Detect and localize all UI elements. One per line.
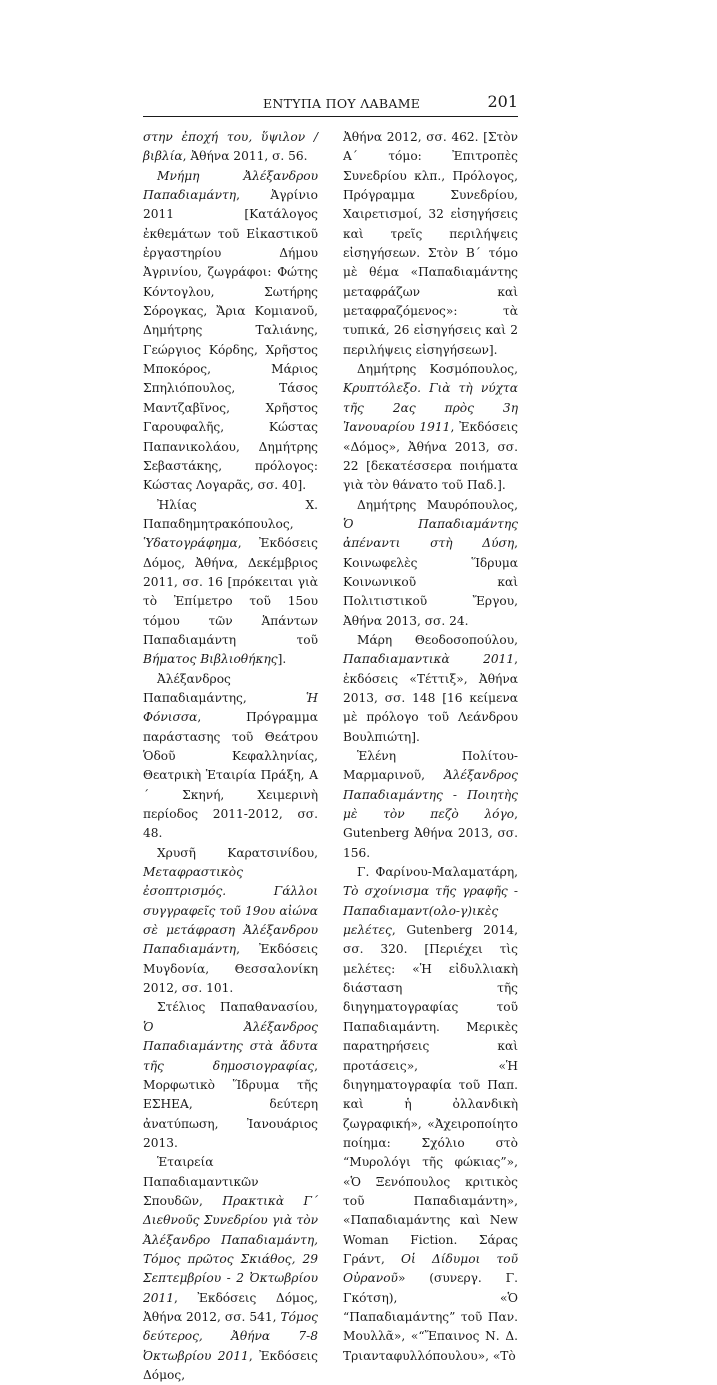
entry-title-text: Ὁ Ἀλέξανδρος Παπαδιαμάντης στὰ ἄδυτα τῆς δημοσιογραφίας bbox=[143, 1019, 318, 1073]
entry-text: , Ἐκδόσεις «Δόμος», Ἀθήνα 2013, σσ. 22 [δεκατέσσερα ποιήματα γιὰ τὸν θάνατο τοῦ Παδ.]. bbox=[343, 420, 518, 493]
entry-title-text: στην ἐποχή του, ὕψιλον / βιβλία bbox=[143, 130, 318, 164]
entry-text: Ἑταιρεία Παπαδιαμαντικῶν Σπουδῶν, bbox=[143, 1155, 259, 1208]
running-header bbox=[143, 92, 518, 116]
entry-text: Ἠλίας Χ. Παπαδημητρακόπουλος, bbox=[143, 497, 318, 531]
bibliography-entry bbox=[143, 496, 318, 670]
running-header-title: ΕΝΤΥΠΑ ΠΟΥ ΛΑΒΑΜΕ bbox=[263, 96, 421, 111]
bibliography-entry bbox=[143, 1153, 318, 1385]
entry-title-text: , Ἀθήνα 7-8 Ὀκτωβρίου 2011 bbox=[143, 1329, 318, 1363]
entry-text: Γ. Φαρίνου-Μαλαματάρη, bbox=[357, 865, 518, 880]
entry-text: , Κοινωφελὲς Ἵδρυμα Κοινωνικοῦ καὶ Πολιτιστικοῦ Ἔργου, Ἀθήνα 2013, σσ. 24. bbox=[343, 536, 518, 628]
bibliography-entry bbox=[343, 747, 518, 863]
entry-title-text: Τόμος δεύτερος bbox=[143, 1309, 318, 1344]
left-column bbox=[143, 128, 318, 1385]
entry-title-text: Τὸ σχοίνισμα τῆς γραφῆς - Παπαδιαμαντ(ολο-γ)ικὲς μελέτες bbox=[343, 884, 518, 938]
entry-text: , Gutenberg Ἀθήνα 2013, σσ. 156. bbox=[343, 807, 518, 860]
bibliography-entry bbox=[343, 128, 518, 360]
entry-text: Στέλιος Παπαθανασίου, bbox=[157, 1000, 318, 1015]
entry-text: Ἀθήνα 2012, σσ. 462. [Στὸν Α´ τόμο: Ἐπιτροπὲς Συνεδρίου κλπ., Πρόλογος, Πρόγραμμα Συνεδρίου, Χαιρετισμοί, 32 εἰσηγήσεις καὶ τρεῖς περιλήψεις εἰσηγήσεων. Στὸν Β´ τόμο μὲ θέμα «Παπαδιαμάντης μεταφράζων καὶ μεταφραζόμενος»: τὰ τυπικά, 26 εἰσηγήσεις καὶ 2 περιλήψεις εἰσηγήσεων]. bbox=[343, 130, 518, 357]
entry-title-text: Μνήμη Ἀλέξανδρου Παπαδιαμάντη bbox=[143, 168, 318, 203]
entry-title-text: Πρακτικὰ Γ´ Διεθνοῦς Συνεδρίου γιὰ τὸν Ἀλέξανδρο Παπαδιαμάντη, Τόμος πρῶτος Σκιάθος, 29 Σεπτεμβρίου - 2 Ὀκτωβρίου 2011 bbox=[143, 1193, 318, 1305]
entry-text: , Ἀθήνα 2011, σ. 56. bbox=[182, 149, 308, 164]
entry-text: Χρυσῆ Καρατσινίδου, bbox=[157, 845, 318, 860]
entry-text: , Gutenberg 2014, σσ. 320. [Περιέχει τὶς μελέτες: «Ἡ εἰδυλλιακὴ διάσταση τῆς διηγηματογραφίας τοῦ Παπαδιαμάντη. Μερικὲς παρατηρήσεις καὶ προτάσεις», «Ἡ διηγηματογραφία τοῦ Παπ. καὶ ἡ ὀλλανδικὴ ζωγραφική», «Ἀχειροποίητο ποίημα: Σχόλιο στὸ “Μυρολόγι τῆς φώκιας”», «Ὁ Ξενόπουλος κριτικὸς τοῦ Παπαδιαμάντη», «Παπαδιαμάντης καὶ New Woman Fiction. Σάρας Γράντ, bbox=[343, 923, 518, 1266]
entry-text: Δημήτρης Μαυρόπουλος, bbox=[357, 497, 518, 512]
entry-text: , Ἐκδόσεις Δόμος, Ἀθήνα, Δεκέμβριος 2011, σσ. 16 [πρόκειται γιὰ τὸ Ἐπίμετρο τοῦ 15ου τόμου τῶν Ἁπάντων Παπαδιαμάντη τοῦ bbox=[143, 536, 318, 647]
bibliography-entry bbox=[343, 631, 518, 747]
entry-title-text: Παπαδιαμαντικὰ 2011 bbox=[343, 652, 515, 667]
entry-text: , ἐκδόσεις «Τέττιξ», Ἀθήνα 2013, σσ. 148 [16 κείμενα μὲ πρόλογο τοῦ Λεάνδρου Βουλπιώτη]. bbox=[343, 652, 518, 744]
bibliography-entry bbox=[343, 496, 518, 631]
entry-text: , Ἐκδόσεις Δόμος, bbox=[143, 1348, 318, 1382]
entry-title-text: Ὁ Παπαδιαμάντης ἀπέναντι στὴ Δύση bbox=[343, 516, 518, 551]
bibliography-entry bbox=[143, 998, 318, 1153]
page-number: 201 bbox=[487, 92, 518, 111]
entry-text: Ἀλέξανδρος Παπαδιαμάντης, bbox=[143, 671, 306, 705]
entry-text: , Ἐκδόσεις Δόμος, Ἀθήνα 2012, σσ. 541, bbox=[143, 1290, 318, 1324]
entry-title-text: Κρυπτόλεξο. Γιὰ τὴ νύχτα τῆς 2ας πρὸς 3η Ἰανουαρίου 1911 bbox=[343, 381, 518, 435]
entry-text: , Ἀγρίνιο 2011 [Κατάλογος ἐκθεμάτων τοῦ Εἰκαστικοῦ ἐργαστηρίου Δήμου Ἀγρινίου, ζωγράφοι: Φώτης Κόντογλου, Σωτήρης Σόρογκας, Ἄρια Κομιανοῦ, Δημήτρης Ταλιάνης, Γεώργιος Κόρδης, Χρῆστος Μποκόρος, Μάριος Σπηλιόπουλος, Τάσος Μαντζαβῖνος, Χρῆστος Γαρουφαλῆς, Κώστας Παπανικολάου, Δημήτρης Σεβαστάκης, πρόλογος: Κώστας Λογαρᾶς, σσ. 40]. bbox=[143, 188, 318, 493]
entry-text: Μάρη Θεοδοσοπούλου, bbox=[357, 632, 518, 647]
entry-text: , Μορφωτικὸ Ἵδρυμα τῆς ΕΣΗΕΑ, δεύτερη ἀνατύπωση, Ἰανουάριος 2013. bbox=[143, 1058, 318, 1150]
entry-text: Ἑλένη Πολίτου-Μαρμαρινοῦ, bbox=[343, 749, 518, 783]
bibliography-entry bbox=[143, 167, 318, 496]
bibliography-entry bbox=[143, 844, 318, 999]
entry-text: , Ἐκδόσεις Μυγδονία, Θεσσαλονίκη 2012, σσ. 101. bbox=[143, 942, 318, 996]
bibliography-entry bbox=[143, 670, 318, 844]
header-rule bbox=[143, 116, 518, 117]
entry-title-text: Ἀλέξανδρος Παπαδιαμάντης - Ποιητὴς μὲ τὸν πεζὸ λόγο bbox=[343, 768, 518, 822]
entry-title-text: Ὑδατογράφημα bbox=[143, 536, 238, 551]
entry-text: Δημήτρης Κοσμόπουλος, bbox=[357, 362, 518, 377]
entry-title-text: Ἡ Φόνισσα bbox=[143, 690, 318, 725]
entry-text: » (συνεργ. Γ. Γκότση), «Ὁ “Παπαδιαμάντης” τοῦ Παν. Μουλλᾶ», «“Ἔπαινος Ν. Δ. Τριανταφυλλόπουλου», «Τὸ bbox=[343, 1271, 518, 1363]
bibliography-entry bbox=[143, 128, 318, 167]
entry-title-text: Βήματος Βιβλιοθήκης bbox=[143, 652, 278, 667]
bibliography-entry bbox=[343, 360, 518, 495]
entry-text: , Πρόγραμμα παράστασης τοῦ Θεάτρου Ὁδοῦ Κεφαλληνίας, Θεατρικὴ Ἑταιρία Πράξη, Α´ Σκηνή, Χειμερινὴ περίοδος 2011-2012, σσ. 48. bbox=[143, 710, 318, 841]
bibliography-entry bbox=[343, 863, 518, 1366]
right-column bbox=[343, 128, 518, 1366]
entry-title-text: Οἱ Δίδυμοι τοῦ Οὐρανοῦ bbox=[343, 1251, 518, 1286]
entry-text: ]. bbox=[277, 652, 287, 667]
entry-title-text: Μεταφραστικὸς ἐσοπτρισμός. Γάλλοι συγγραφεῖς τοῦ 19ου αἰώνα σὲ μετάφραση Ἀλέξανδρου Παπαδιαμάντη bbox=[143, 865, 318, 957]
